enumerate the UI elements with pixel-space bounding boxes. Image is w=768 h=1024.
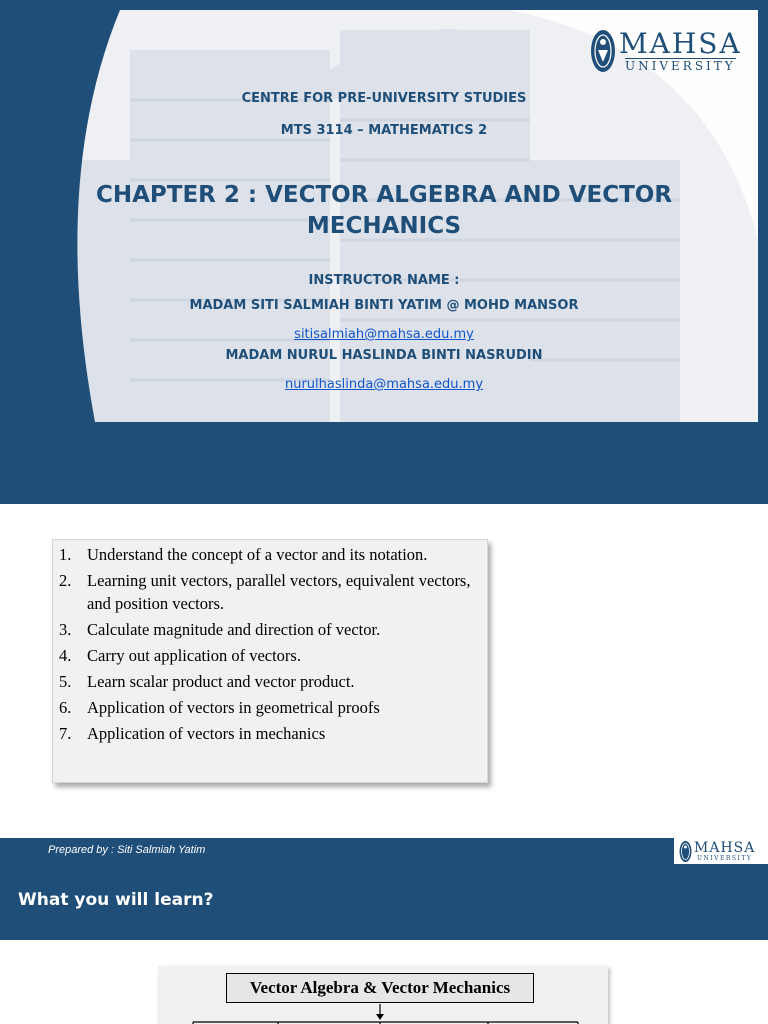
instructor-label: INSTRUCTOR NAME : [308, 273, 460, 288]
list-item: 4. Carry out application of vectors. [59, 646, 301, 665]
crest-icon [679, 840, 692, 863]
instructor2-email-link[interactable]: nurulhaslinda@mahsa.edu.my [284, 377, 484, 392]
centre-name: CENTRE FOR PRE-UNIVERSITY STUDIES [241, 91, 527, 106]
instructor2-email-row [0, 373, 768, 392]
instructor1-name: MADAM SITI SALMIAH BINTI YATIM @ MOHD MANSOR [189, 298, 579, 313]
course-code: MTS 3114 – MATHEMATICS 2 [280, 123, 488, 138]
list-item: 7. Application of vectors in mechanics [59, 724, 326, 743]
list-item: 5. Learn scalar product and vector product. [59, 672, 355, 691]
logo-subtitle: UNIVERSITY [625, 58, 736, 73]
arrow-down-icon [376, 1014, 384, 1020]
mahsa-logo [590, 28, 742, 74]
list-item: 2. Learning unit vectors, parallel vectors, equivalent vectors, and position vectors. [59, 571, 471, 613]
objectives-list [59, 542, 483, 747]
list-item: 6. Application of vectors in geometrical proofs [59, 698, 380, 717]
objectives-slide [0, 432, 768, 864]
concept-map-root-box: Vector Algebra & Vector Mechanics [226, 973, 534, 1003]
concept-map-card [158, 966, 608, 1024]
slide-title: What you will learn? [18, 890, 214, 910]
prepared-by-footer [0, 838, 768, 864]
what-you-will-learn-slide [0, 864, 768, 1024]
chapter-title-line1: CHAPTER 2 : VECTOR ALGEBRA AND VECTOR [95, 182, 673, 208]
instructor1-email-row [0, 323, 768, 342]
footer-logo-subtitle: UNIVERSITY [697, 855, 753, 862]
concept-map-connectors [158, 966, 608, 1024]
chapter-title-line2: MECHANICS [306, 213, 462, 239]
instructor2-name: MADAM NURUL HASLINDA BINTI NASRUDIN [225, 348, 543, 363]
footer-logo-name: MAHSA [694, 840, 756, 856]
footer-logo-box [674, 838, 768, 866]
list-item: 3. Calculate magnitude and direction of vector. [59, 620, 381, 639]
objectives-header-band [0, 432, 768, 504]
list-item: 1. Understand the concept of a vector and its notation. [59, 545, 428, 564]
footer-mahsa-logo [679, 840, 755, 863]
slide-header [0, 864, 768, 940]
objectives-card [52, 539, 488, 783]
logo-name: MAHSA [619, 26, 742, 60]
prepared-by-text: Prepared by : Siti Salmiah Yatim [48, 844, 206, 856]
crest-icon [590, 28, 616, 74]
instructor1-email-link[interactable]: sitisalmiah@mahsa.edu.my [294, 327, 474, 342]
title-slide [0, 0, 768, 432]
